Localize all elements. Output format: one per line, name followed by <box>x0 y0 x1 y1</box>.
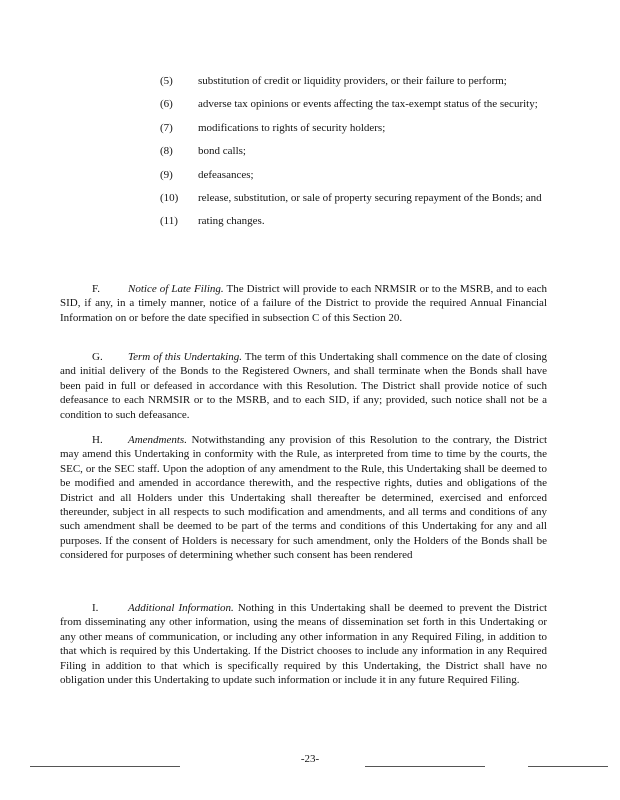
section-body: Notwithstanding any provision of this Resolution to the contrary, the District may amend this Undertaking in conformity with the Rule, as interpreted from time to time by the courts, the SEC, or the SEC staff. Upon the adoption of any amendment to the Rule, this Undertaking shall be deemed to be modified and amended in accordance therewith, and the respective rights, duties and obligations of the District and all Holders under this Undertaking shall thereafter be determined, exercised and enforced thereunder, subject in all respects to such modification and amendments, and all terms and conditions of any such amendment shall be deemed to be part of the terms and conditions of this Undertaking for any and all purposes. If the consent of Holders is necessary for such amendment, only the Holders of the Bonds shall be considered for purposes of determining whether such consent has been rendered <box>60 434 548 562</box>
list-item-text: rating changes. <box>198 215 265 228</box>
list-item-text: substitution of credit or liquidity providers, or their failure to perform; <box>198 75 507 87</box>
list-item <box>160 191 547 205</box>
list-item <box>160 121 547 135</box>
section-heading: Amendments. <box>128 434 187 446</box>
section-heading: Term of this Undertaking. <box>128 351 242 363</box>
section-heading: Notice of Late Filing. <box>128 283 224 295</box>
footer-rule-right <box>528 766 608 767</box>
list-item <box>160 168 547 182</box>
section-f-notice-of-late-filing <box>60 282 547 325</box>
section-letter: G. <box>92 351 103 363</box>
list-item-number: (9) <box>160 168 173 181</box>
page-number: -23- <box>300 753 320 765</box>
list-item-text: defeasances; <box>198 168 254 181</box>
list-item <box>160 144 547 158</box>
list-item-text: modifications to rights of security holders; <box>198 121 386 134</box>
section-h-amendments <box>60 433 547 563</box>
section-letter: F. <box>92 283 100 295</box>
list-item-number: (6) <box>160 98 173 111</box>
list-item-text: release, substitution, or sale of property securing repayment of the Bonds; and <box>198 192 542 205</box>
section-i-additional-information <box>60 601 547 687</box>
section-letter: H. <box>92 434 103 446</box>
section-paragraph <box>60 282 547 325</box>
section-body: The term of this Undertaking shall commence on the date of closing and initial delivery of the Bonds to the Registered Owners, and shall terminate when the Bonds shall have been paid in full or defeased in accordance with this Resolution. The District shall provide notice of such defeasance to each NRMSIR or to the MSRB, and to each SID, if any; provided, such notice shall not be a condition to such defeasance. <box>60 351 547 421</box>
list-item-number: (10) <box>160 192 179 205</box>
section-g-term-of-undertaking <box>60 350 547 422</box>
section-paragraph <box>60 350 547 422</box>
section-body: The District will provide to each NRMSIR or to the MSRB, and to each SID, if any, in a timely manner, notice of a failure of the District to provide the required Annual Financial Information on or before the date specified in subsection C of this Section 20. <box>60 283 547 324</box>
list-item-number: (8) <box>160 145 173 158</box>
section-body: Nothing in this Undertaking shall be deemed to prevent the District from disseminating any other information, using the means of dissemination set forth in this Undertaking or any other means of communication, or including any other information in any Required Filing, in addition to that which is required by this Undertaking. If the District chooses to include any information in any Required Filing in addition to that which is specifically required by this Undertaking, the District shall have no obligation under this Undertaking to update such information or include it in any future Required Filing. <box>60 602 548 687</box>
event-list <box>160 74 547 238</box>
list-item-text: bond calls; <box>198 145 246 158</box>
list-item <box>160 214 547 228</box>
list-item <box>160 74 547 88</box>
list-item-number: (11) <box>160 215 178 228</box>
list-item-number: (7) <box>160 121 173 134</box>
list-item <box>160 97 547 111</box>
list-item-text: adverse tax opinions or events affecting the tax-exempt status of the security; <box>198 98 538 111</box>
section-paragraph <box>60 433 547 563</box>
footer-rule-middle <box>365 766 485 767</box>
section-paragraph <box>60 601 547 687</box>
section-heading: Additional Information. <box>128 602 234 614</box>
footer-rule-left <box>30 766 180 767</box>
section-letter: I. <box>92 602 99 614</box>
list-item-number: (5) <box>160 75 173 87</box>
